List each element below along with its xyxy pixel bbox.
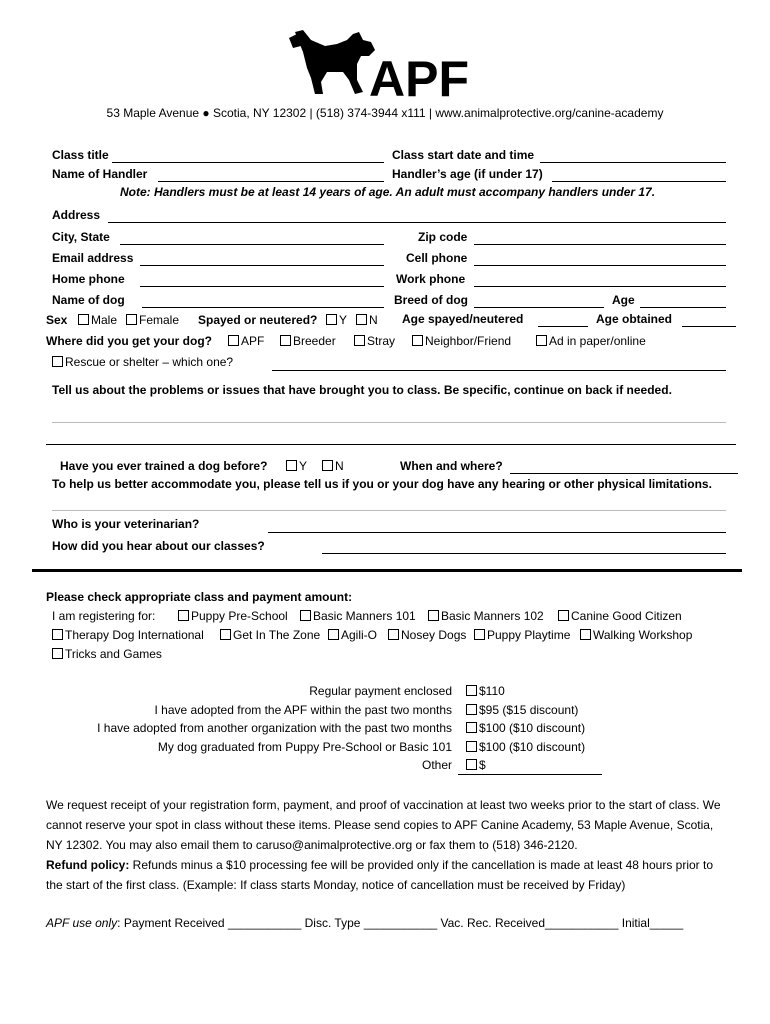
checkbox-icon (322, 460, 333, 471)
city-state-field[interactable] (120, 244, 384, 245)
hear-about-field[interactable] (322, 553, 726, 554)
checkbox-icon (354, 335, 365, 346)
payment-label-graduate: My dog graduated from Puppy Pre-School or Basic 101 (157, 740, 452, 754)
section-divider (32, 569, 742, 572)
zip-field[interactable] (474, 244, 726, 245)
payment-option-other-adopt[interactable]: $100 ($10 discount) (466, 721, 585, 735)
neighbor-option[interactable]: Neighbor/Friend (412, 334, 511, 348)
email-field[interactable] (140, 265, 384, 266)
checkbox-icon (356, 314, 367, 325)
trained-no-option[interactable]: N (322, 459, 344, 473)
payment-option-graduate[interactable]: $100 ($10 discount) (466, 740, 585, 754)
checkbox-icon (388, 629, 399, 640)
class-title-label: Class title (52, 148, 109, 162)
checkbox-icon (428, 610, 439, 621)
age-spayed-label: Age spayed/neutered (402, 312, 524, 326)
class-title-field[interactable] (112, 162, 384, 163)
office-use-line (46, 916, 683, 930)
apf-logo (285, 26, 485, 102)
class-option-playtime[interactable]: Puppy Playtime (474, 628, 570, 642)
trained-before-label: Have you ever trained a dog before? (60, 459, 268, 473)
checkbox-icon (328, 629, 339, 640)
payment-option-other[interactable]: $ (466, 758, 486, 772)
vet-field[interactable] (268, 532, 726, 533)
class-option-therapy[interactable]: Therapy Dog International (52, 628, 204, 642)
dog-silhouette-icon (289, 30, 375, 94)
problems-line-2[interactable] (46, 444, 736, 445)
when-where-label: When and where? (400, 459, 503, 473)
spayed-yes-option[interactable]: Y (326, 313, 347, 327)
sex-label: Sex (46, 313, 68, 327)
checkbox-icon (178, 610, 189, 621)
work-phone-label: Work phone (396, 272, 466, 286)
class-option-agili-o[interactable]: Agili-O (328, 628, 377, 642)
age-field[interactable] (640, 307, 726, 308)
age-label: Age (612, 293, 635, 307)
checkbox-icon (286, 460, 297, 471)
checkbox-icon (220, 629, 231, 640)
rescue-field[interactable] (272, 370, 726, 371)
male-option[interactable]: Male (78, 313, 117, 327)
payment-label-apf-adopt: I have adopted from the APF within the past two months (154, 703, 452, 717)
age-obtained-label: Age obtained (596, 312, 673, 326)
apf-option[interactable]: APF (228, 334, 264, 348)
checkbox-icon (126, 314, 137, 325)
checkbox-icon (474, 629, 485, 640)
class-option-walking[interactable]: Walking Workshop (580, 628, 692, 642)
checkbox-icon (466, 741, 477, 752)
stray-option[interactable]: Stray (354, 334, 395, 348)
checkbox-icon (466, 704, 477, 715)
payment-option-apf-adopt[interactable]: $95 ($15 discount) (466, 703, 578, 717)
breed-field[interactable] (474, 307, 604, 308)
payment-label-other: Other (421, 758, 452, 772)
class-option-cgc[interactable]: Canine Good Citizen (558, 609, 682, 623)
checkbox-icon (52, 356, 63, 367)
checkbox-icon (558, 610, 569, 621)
classes-heading: Please check appropriate class and payment amount: (46, 590, 353, 604)
rescue-option[interactable]: Rescue or shelter – which one? (52, 355, 233, 369)
hear-about-label: How did you hear about our classes? (52, 539, 265, 553)
problems-line-1[interactable] (52, 422, 726, 423)
class-option-nosey[interactable]: Nosey Dogs (388, 628, 466, 642)
work-phone-field[interactable] (474, 286, 726, 287)
logo-text: APF (369, 51, 469, 102)
checkbox-icon (466, 685, 477, 696)
office-use-label: APF use only (46, 916, 118, 930)
address-field[interactable] (108, 222, 726, 223)
registering-label: I am registering for: (52, 609, 156, 623)
class-start-label: Class start date and time (392, 148, 535, 162)
class-option-basic-101[interactable]: Basic Manners 101 (300, 609, 416, 623)
checkbox-icon (326, 314, 337, 325)
age-spayed-field[interactable] (538, 326, 588, 327)
address-label: Address (52, 208, 101, 222)
home-phone-field[interactable] (140, 286, 384, 287)
ad-option[interactable]: Ad in paper/online (536, 334, 646, 348)
class-option-zone[interactable]: Get In The Zone (220, 628, 320, 642)
class-option-tricks[interactable]: Tricks and Games (52, 647, 162, 661)
checkbox-icon (466, 759, 477, 770)
checkbox-icon (466, 722, 477, 733)
accommodate-label: To help us better accommodate you, please tell us if you or your dog have any hearing or other physical limitations. (52, 477, 712, 491)
payment-label-regular: Regular payment enclosed (309, 684, 452, 698)
checkbox-icon (52, 648, 63, 659)
spayed-label: Spayed or neutered? (198, 313, 318, 327)
checkbox-icon (78, 314, 89, 325)
class-start-field[interactable] (540, 162, 726, 163)
submission-instructions: We request receipt of your registration form, payment, and proof of vaccination at least two weeks prior to the start of class. We cannot reserve your spot in class without these items. Please send copies to APF Canine Academy, 53 Maple Avenue, Scotia, NY 12302. You may also email them to caruso@animalprotective.org or fax them to (518) 346-2120. (46, 798, 721, 852)
checkbox-icon (580, 629, 591, 640)
refund-policy-label: Refund policy: (46, 858, 130, 872)
office-use-text: : Payment Received ___________ Disc. Type ___________ Vac. Rec. Received___________ Initial_____ (117, 916, 684, 930)
dog-name-field[interactable] (142, 307, 384, 308)
class-option-basic-102[interactable]: Basic Manners 102 (428, 609, 544, 623)
checkbox-icon (300, 610, 311, 621)
trained-yes-option[interactable]: Y (286, 459, 307, 473)
handler-age-field[interactable] (552, 181, 726, 182)
checkbox-icon (412, 335, 423, 346)
handler-age-label: Handler’s age (if under 17) (392, 167, 543, 181)
refund-policy (46, 855, 726, 895)
when-where-field[interactable] (510, 473, 738, 474)
address-line: 53 Maple Avenue ● Scotia, NY 12302 | (518) 374-3944 x111 | www.animalprotective.org/canine-academy (106, 106, 664, 120)
vet-label: Who is your veterinarian? (52, 517, 200, 531)
handler-name-label: Name of Handler (52, 167, 148, 181)
breeder-option[interactable]: Breeder (280, 334, 336, 348)
dog-name-label: Name of dog (52, 293, 125, 307)
female-option[interactable]: Female (126, 313, 179, 327)
zip-label: Zip code (418, 230, 468, 244)
checkbox-icon (52, 629, 63, 640)
class-option-puppy-preschool[interactable]: Puppy Pre-School (178, 609, 288, 623)
checkbox-icon (536, 335, 547, 346)
payment-other-field[interactable] (458, 774, 602, 775)
payment-option-regular[interactable]: $110 (466, 684, 505, 698)
age-obtained-field[interactable] (682, 326, 736, 327)
where-got-label: Where did you get your dog? (46, 334, 212, 348)
spayed-no-option[interactable]: N (356, 313, 378, 327)
handler-name-field[interactable] (158, 181, 384, 182)
refund-policy-text: Refunds minus a $10 processing fee will be provided only if the cancellation is made at least 48 hours prior to the start of the first class. (Example: If class starts Monday, notice of cancellation must be received by Friday) (46, 858, 714, 892)
breed-label: Breed of dog (394, 293, 468, 307)
cell-label: Cell phone (406, 251, 468, 265)
checkbox-icon (228, 335, 239, 346)
accommodate-line[interactable] (52, 510, 726, 511)
checkbox-icon (280, 335, 291, 346)
email-label: Email address (52, 251, 134, 265)
city-state-label: City, State (52, 230, 110, 244)
home-phone-label: Home phone (52, 272, 125, 286)
problems-label: Tell us about the problems or issues that have brought you to class. Be specific, continue on back if needed. (52, 383, 672, 397)
cell-field[interactable] (474, 265, 726, 266)
age-note: Note: Handlers must be at least 14 years of age. An adult must accompany handlers under 17. (120, 185, 656, 199)
payment-label-other-adopt: I have adopted from another organization with the past two months (97, 721, 452, 735)
